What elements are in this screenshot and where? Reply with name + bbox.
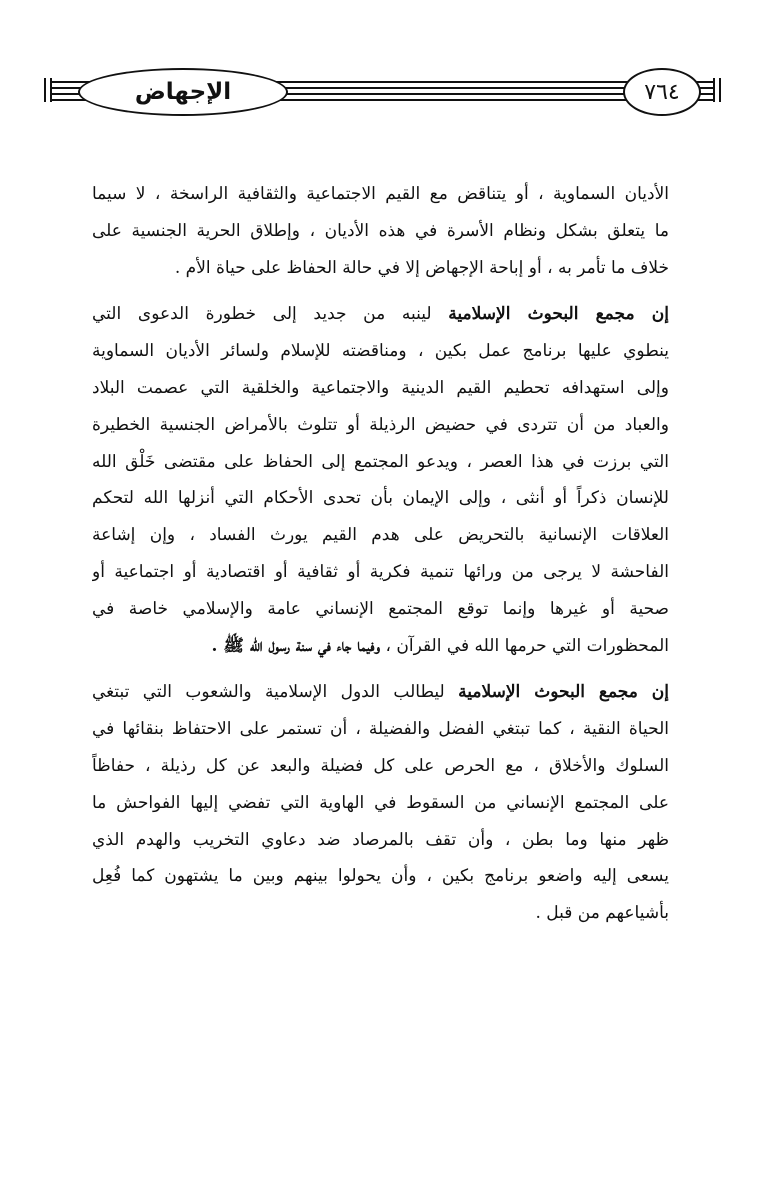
text-line <box>92 748 669 785</box>
text-line <box>92 674 669 711</box>
text-line <box>92 213 669 250</box>
text-line <box>92 822 669 859</box>
text-line <box>92 250 669 287</box>
line-text: ظهر منها وما بطن ، وأن تقف بالمرصاد ضد دعاوي التخريب والهدم الذي <box>92 829 669 850</box>
header-end-ornament <box>713 78 721 102</box>
line-text: المحظورات التي حرمها الله في القرآن ، <box>380 635 669 656</box>
line-text: السلوك والأخلاق ، مع الحرص على كل فضيلة والبعد عن كل رذيلة ، حفاظاً <box>92 755 669 776</box>
paragraph <box>92 296 669 664</box>
text-line <box>92 895 669 932</box>
line-text: بأشياعهم من قبل . <box>535 903 669 924</box>
text-line <box>92 370 669 407</box>
text-line <box>92 176 669 213</box>
bold-phrase: إن مجمع البحوث الإسلامية <box>458 682 669 703</box>
page-number-frame <box>623 68 701 116</box>
paragraph <box>92 674 669 932</box>
paragraph-gap <box>92 286 669 296</box>
text-line <box>92 628 669 665</box>
line-text: الفاحشة لا يرجى من ورائها تنمية فكرية أو ثقافية أو اقتصادية أو اجتماعية أو <box>92 561 669 582</box>
line-text: الأديان السماوية ، أو يتناقض مع القيم الاجتماعية والثقافية الراسخة ، لا سيما <box>92 184 669 204</box>
body-text <box>92 176 669 932</box>
line-text: على المجتمع الإنساني من السقوط في الهاوية التي تفضي إليها الفواحش ما <box>92 792 669 813</box>
text-line <box>92 517 669 554</box>
text-line <box>92 333 669 370</box>
bold-phrase: إن مجمع البحوث الإسلامية <box>448 304 669 325</box>
text-line <box>92 480 669 517</box>
page-number: ٧٦٤ <box>644 79 680 105</box>
line-text: العلاقات الإنسانية بالتحريض على هدم القيم يورث الفساد ، وإن إشاعة <box>92 525 669 546</box>
text-line <box>92 711 669 748</box>
paragraph-gap <box>92 664 669 674</box>
page-header <box>50 68 715 116</box>
header-end-ornament <box>44 78 52 102</box>
text-line <box>92 554 669 591</box>
line-text: التي برزت في هذا العصر ، ويدعو المجتمع إلى الحفاظ على مقتضى خَلْق الله <box>92 451 669 472</box>
line-text: ما يتعلق بشكل ونظام الأسرة في هذه الأديان ، وإطلاق الحرية الجنسية على <box>92 220 669 241</box>
line-text: ليطالب الدول الإسلامية والشعوب التي تبتغي <box>92 682 459 703</box>
line-text: صحية أو غيرها وإنما توقع المجتمع الإنساني عامة والإسلامي خاصة في <box>92 598 669 619</box>
bold-phrase: وفيما جاء في سنة رسول الله ﷺ . <box>211 635 381 656</box>
line-text: ينطوي عليها برنامج عمل بكين ، ومناقضته للإسلام ولسائر الأديان السماوية <box>92 341 669 362</box>
text-line <box>92 785 669 822</box>
text-line <box>92 296 669 333</box>
chapter-title-frame <box>78 68 288 116</box>
line-text: والعباد من أن تتردى في حضيض الرذيلة أو تتلوث بالأمراض الجنسية الخطيرة <box>92 414 669 435</box>
text-line <box>92 444 669 481</box>
line-text: وإلى استهدافه تحطيم القيم الدينية والاجتماعية والخلقية التي عصمت البلاد <box>92 377 669 398</box>
line-text: يسعى إليه واضعو برنامج بكين ، وأن يحولوا بينهم وبين ما يشتهون كما فُعِل <box>92 866 669 887</box>
line-text: للإنسان ذكراً أو أنثى ، وإلى الإيمان بأن تحدى الأحكام التي أنزلها الله لتحكم <box>92 488 669 509</box>
line-text: خلاف ما تأمر به ، أو إباحة الإجهاض إلا في حالة الحفاظ على حياة الأم . <box>174 257 669 278</box>
text-line <box>92 591 669 628</box>
chapter-title: الإجهاض <box>134 79 232 105</box>
line-text: الحياة النقية ، كما تبتغي الفضل والفضيلة ، أن تستمر على الاحتفاظ بنقائها في <box>92 719 669 740</box>
line-text: لينبه من جديد إلى خطورة الدعوى التي <box>92 304 449 325</box>
paragraph <box>92 176 669 286</box>
text-line <box>92 407 669 444</box>
text-line <box>92 858 669 895</box>
